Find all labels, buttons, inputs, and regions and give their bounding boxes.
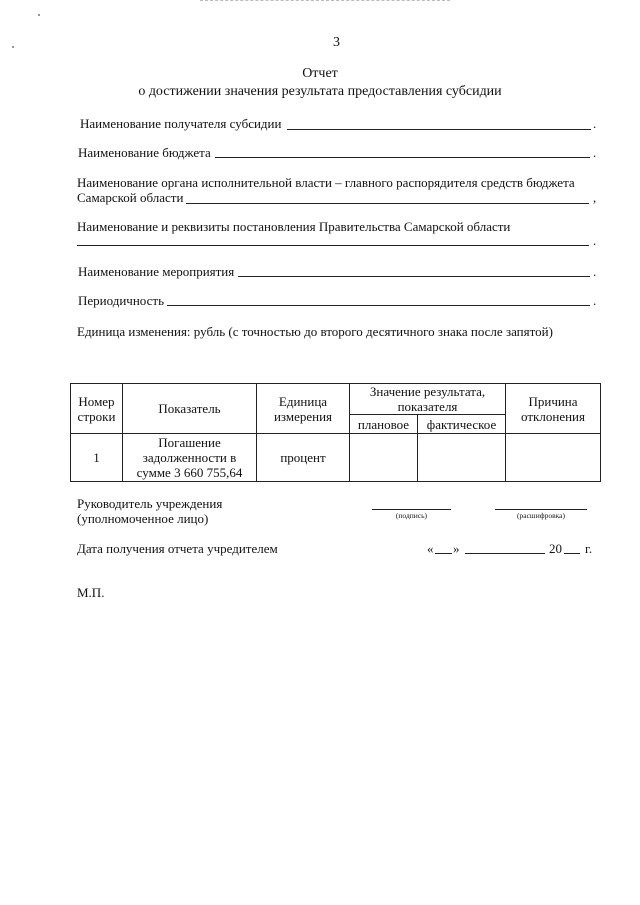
field-end-dot: . xyxy=(593,145,597,160)
date-year-field[interactable] xyxy=(564,553,580,554)
cell-actual[interactable] xyxy=(418,434,506,482)
scan-speck xyxy=(12,46,14,48)
date-close-quote: » xyxy=(453,541,460,556)
date-year-suffix: г. xyxy=(585,541,593,556)
recipient-label: Наименование получателя субсидии xyxy=(80,116,282,131)
date-open-quote: « xyxy=(427,541,434,556)
report-title: Отчет xyxy=(302,66,338,81)
header-unit: Единица измерения xyxy=(257,384,350,434)
page-number: 3 xyxy=(333,35,340,50)
signature-caption: (подпись) xyxy=(395,511,428,520)
budget-label: Наименование бюджета xyxy=(78,145,211,160)
date-year-prefix: 20 xyxy=(549,541,562,556)
periodicity-field[interactable] xyxy=(167,305,590,306)
event-label: Наименование мероприятия xyxy=(78,264,235,279)
header-actual: фактическое xyxy=(418,415,506,434)
cell-unit: процент xyxy=(257,434,350,482)
event-field[interactable] xyxy=(238,276,590,277)
cell-planned[interactable] xyxy=(350,434,418,482)
header-indicator: Показатель xyxy=(123,384,257,434)
field-end-dot: . xyxy=(593,233,597,248)
recipient-field[interactable] xyxy=(287,129,591,130)
header-planned: плановое xyxy=(350,415,418,434)
field-end-dot: . xyxy=(593,116,597,131)
table-row xyxy=(71,434,601,482)
signature-decode-caption: (расшифровка) xyxy=(517,511,565,520)
date-month-field[interactable] xyxy=(465,553,545,554)
cell-row-number: 1 xyxy=(71,434,123,482)
results-table xyxy=(70,383,601,482)
header-reason: Причина отклонения xyxy=(506,384,601,434)
unit-note: Единица изменения: рубль (с точностью до второго десятичного знака после запятой) xyxy=(77,324,553,339)
authority-label-line2: Самарской области xyxy=(77,190,184,205)
report-subtitle: о достижении значения результата предоставления субсидии xyxy=(138,84,502,99)
periodicity-label: Периодичность xyxy=(78,293,165,308)
signature-decode-field[interactable] xyxy=(495,509,587,510)
date-day-field[interactable] xyxy=(435,553,452,554)
cell-reason[interactable] xyxy=(506,434,601,482)
resolution-field[interactable] xyxy=(77,245,589,246)
header-value-group: Значение результата, показателя xyxy=(350,384,506,415)
budget-field[interactable] xyxy=(215,157,590,158)
signature-field[interactable] xyxy=(372,509,451,510)
head-label-line2: (уполномоченное лицо) xyxy=(77,511,209,526)
authority-field[interactable] xyxy=(186,203,589,204)
date-label: Дата получения отчета учредителем xyxy=(77,541,278,556)
field-end-dot: . xyxy=(593,293,597,308)
head-label-line1: Руководитель учреждения xyxy=(77,496,223,511)
field-end-dot: . xyxy=(593,264,597,279)
scan-speck xyxy=(38,14,40,16)
stamp-label: М.П. xyxy=(77,585,105,600)
header-row-number: Номер строки xyxy=(71,384,123,434)
top-rule xyxy=(200,0,450,1)
field-end-dot: , xyxy=(593,190,597,205)
authority-label-line1: Наименование органа исполнительной власти – главного распорядителя средств бюджета xyxy=(77,175,575,190)
resolution-label: Наименование и реквизиты постановления Правительства Самарской области xyxy=(77,219,511,234)
cell-indicator: Погашение задолженности в сумме 3 660 755,64 xyxy=(123,434,257,482)
